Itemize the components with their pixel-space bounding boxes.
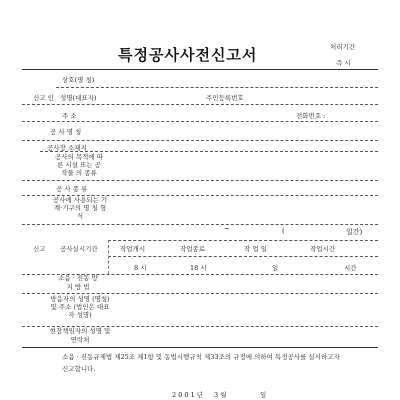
phone-label: 전화번호 : [296, 112, 326, 120]
bottom-divider [22, 347, 378, 348]
period-label: 공사실시기간 [60, 245, 98, 253]
business-name-label: 상호(명 칭) [62, 76, 95, 84]
representative-name-label: 성명(대표자) [60, 94, 97, 102]
row-divider [22, 180, 378, 181]
date-year: 2 0 0 1 년 [172, 391, 204, 399]
resident-number-label: 주민등록번호 [206, 94, 244, 102]
period-header-hours: 작업시간 [310, 245, 336, 253]
construction-type-label: 공 사 종 류 [56, 185, 88, 193]
row-divider [22, 224, 378, 225]
period-header-start: 작업개시 [120, 245, 146, 253]
top-divider [22, 69, 378, 70]
noise-prevention-label: 소음 · 진동 방 지 방 법 [58, 274, 98, 291]
row-divider [22, 293, 378, 294]
days-close: 일간) [346, 228, 363, 236]
address-label: 주 소 [62, 112, 77, 120]
row-divider [22, 104, 378, 105]
period-tilde: ~ [224, 225, 230, 233]
row-divider [108, 240, 378, 241]
period-value-end: 18 시 [190, 264, 207, 272]
site-manager-label: 현장책임자의 성명 및 연락처 [49, 327, 111, 344]
construction-name-label: 공 사 명 칭 [50, 128, 82, 136]
column-divider [108, 240, 109, 274]
processing-period-value: 즉 시 [336, 59, 351, 67]
date-day: 일 [260, 391, 267, 399]
period-header-days: 작 업 일 [244, 245, 267, 253]
machinery-label: 공사에 사용되는 기계·기구의 명 칭 형 식 [52, 196, 108, 220]
declaration-text: 소음 · 진동규제법 제25조 제1항 및 동법시행규칙 제33조의 규정에 의하여 특정공사를 실시하고자 신고합니다. [62, 353, 340, 373]
reporter-section-label: 신고 인 [33, 94, 54, 102]
period-value-start: 8 시 [134, 264, 147, 272]
document-title: 특정공사사전신고서 [118, 46, 258, 64]
date-month: 3 월 [214, 391, 227, 399]
days-open-paren: ( [282, 227, 285, 235]
row-divider [40, 151, 378, 152]
row-divider [108, 256, 378, 257]
period-value-hours: 시간 [344, 264, 357, 272]
operator-label: 방음자의 성명 (명칭) 및 주소 (법인은 대표자 성명) [50, 295, 110, 319]
site-location-label: 공사장 소재지 [47, 144, 87, 152]
period-header-end: 작업종료 [180, 245, 206, 253]
period-section-label: 신고 [33, 245, 46, 253]
row-divider [22, 121, 378, 122]
processing-period-label: 처리기간 [330, 43, 356, 51]
period-value-days: 일 [272, 264, 279, 272]
facility-type-label: 공사의 목적에 따른 시설 또는 공작물 의 종류 [54, 153, 104, 177]
row-divider [56, 87, 378, 88]
row-divider [22, 140, 378, 141]
